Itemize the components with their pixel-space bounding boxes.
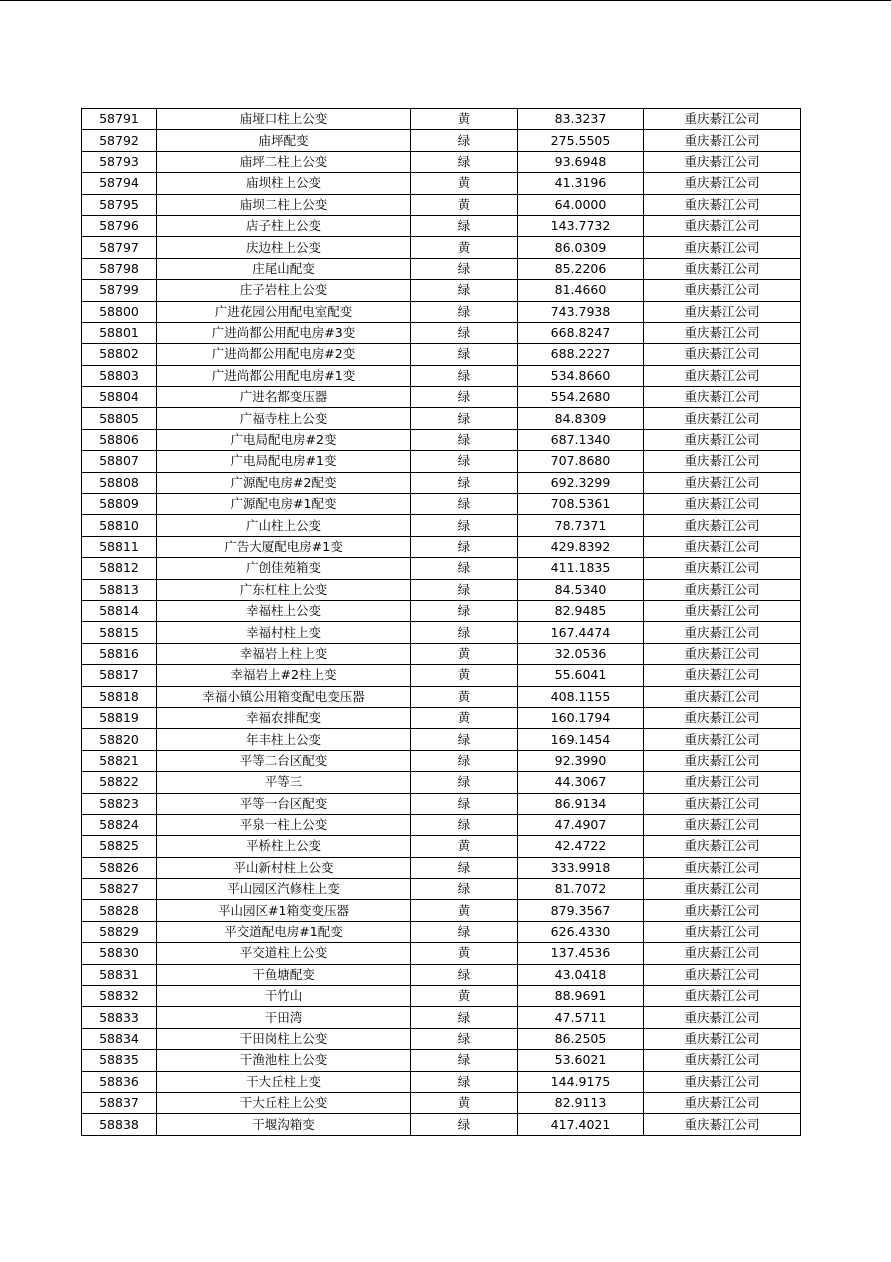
table-row bbox=[82, 665, 801, 686]
row-id-cell: 58801 bbox=[82, 322, 157, 343]
table-row bbox=[82, 986, 801, 1007]
value-cell: 534.8660 bbox=[518, 365, 644, 386]
table-row bbox=[82, 943, 801, 964]
row-id-cell: 58802 bbox=[82, 344, 157, 365]
row-id-cell: 58807 bbox=[82, 451, 157, 472]
page-top-border bbox=[0, 0, 892, 1]
transformer-name-cell: 年丰柱上公变 bbox=[157, 729, 411, 750]
status-cell: 绿 bbox=[411, 365, 518, 386]
table-row bbox=[82, 1071, 801, 1092]
value-cell: 92.3990 bbox=[518, 750, 644, 771]
value-cell: 692.3299 bbox=[518, 472, 644, 493]
company-cell: 重庆綦江公司 bbox=[644, 622, 801, 643]
value-cell: 53.6021 bbox=[518, 1050, 644, 1071]
value-cell: 88.9691 bbox=[518, 986, 644, 1007]
row-id-cell: 58793 bbox=[82, 151, 157, 172]
value-cell: 47.5711 bbox=[518, 1007, 644, 1028]
row-id-cell: 58828 bbox=[82, 900, 157, 921]
company-cell: 重庆綦江公司 bbox=[644, 109, 801, 130]
company-cell: 重庆綦江公司 bbox=[644, 750, 801, 771]
transformer-name-cell: 平泉一柱上公变 bbox=[157, 814, 411, 835]
value-cell: 160.1794 bbox=[518, 707, 644, 728]
transformer-name-cell: 庙坝柱上公变 bbox=[157, 173, 411, 194]
status-cell: 绿 bbox=[411, 494, 518, 515]
row-id-cell: 58797 bbox=[82, 237, 157, 258]
status-cell: 绿 bbox=[411, 1071, 518, 1092]
company-cell: 重庆綦江公司 bbox=[644, 451, 801, 472]
status-cell: 绿 bbox=[411, 600, 518, 621]
value-cell: 143.7732 bbox=[518, 215, 644, 236]
transformer-name-cell: 幸福柱上公变 bbox=[157, 600, 411, 621]
company-cell: 重庆綦江公司 bbox=[644, 1050, 801, 1071]
row-id-cell: 58813 bbox=[82, 579, 157, 600]
table-row bbox=[82, 151, 801, 172]
company-cell: 重庆綦江公司 bbox=[644, 365, 801, 386]
table-row bbox=[82, 322, 801, 343]
status-cell: 绿 bbox=[411, 130, 518, 151]
transformer-name-cell: 庄尾山配变 bbox=[157, 258, 411, 279]
status-cell: 绿 bbox=[411, 280, 518, 301]
table-row bbox=[82, 429, 801, 450]
transformer-name-cell: 广源配电房#2配变 bbox=[157, 472, 411, 493]
transformer-name-cell: 广东杠柱上公变 bbox=[157, 579, 411, 600]
value-cell: 429.8392 bbox=[518, 536, 644, 557]
company-cell: 重庆綦江公司 bbox=[644, 258, 801, 279]
transformer-name-cell: 庙坪配变 bbox=[157, 130, 411, 151]
transformer-name-cell: 平交道配电房#1配变 bbox=[157, 921, 411, 942]
transformer-name-cell: 庙坪二柱上公变 bbox=[157, 151, 411, 172]
row-id-cell: 58834 bbox=[82, 1028, 157, 1049]
status-cell: 黄 bbox=[411, 1092, 518, 1113]
table-row bbox=[82, 344, 801, 365]
row-id-cell: 58805 bbox=[82, 408, 157, 429]
status-cell: 黄 bbox=[411, 836, 518, 857]
status-cell: 黄 bbox=[411, 237, 518, 258]
company-cell: 重庆綦江公司 bbox=[644, 536, 801, 557]
company-cell: 重庆綦江公司 bbox=[644, 686, 801, 707]
company-cell: 重庆綦江公司 bbox=[644, 836, 801, 857]
transformer-name-cell: 幸福村柱上变 bbox=[157, 622, 411, 643]
value-cell: 85.2206 bbox=[518, 258, 644, 279]
value-cell: 84.5340 bbox=[518, 579, 644, 600]
status-cell: 绿 bbox=[411, 408, 518, 429]
status-cell: 绿 bbox=[411, 344, 518, 365]
status-cell: 黄 bbox=[411, 986, 518, 1007]
status-cell: 绿 bbox=[411, 814, 518, 835]
row-id-cell: 58804 bbox=[82, 387, 157, 408]
table-row bbox=[82, 258, 801, 279]
table-row bbox=[82, 109, 801, 130]
company-cell: 重庆綦江公司 bbox=[644, 772, 801, 793]
status-cell: 黄 bbox=[411, 109, 518, 130]
status-cell: 绿 bbox=[411, 429, 518, 450]
value-cell: 44.3067 bbox=[518, 772, 644, 793]
value-cell: 137.4536 bbox=[518, 943, 644, 964]
row-id-cell: 58795 bbox=[82, 194, 157, 215]
value-cell: 43.0418 bbox=[518, 964, 644, 985]
status-cell: 黄 bbox=[411, 943, 518, 964]
row-id-cell: 58800 bbox=[82, 301, 157, 322]
transformer-name-cell: 广山柱上公变 bbox=[157, 515, 411, 536]
table-row bbox=[82, 836, 801, 857]
table-row bbox=[82, 622, 801, 643]
status-cell: 绿 bbox=[411, 472, 518, 493]
transformer-name-cell: 广福寺柱上公变 bbox=[157, 408, 411, 429]
table-row bbox=[82, 494, 801, 515]
row-id-cell: 58827 bbox=[82, 879, 157, 900]
value-cell: 86.0309 bbox=[518, 237, 644, 258]
transformer-name-cell: 庙垭口柱上公变 bbox=[157, 109, 411, 130]
status-cell: 绿 bbox=[411, 857, 518, 878]
company-cell: 重庆綦江公司 bbox=[644, 814, 801, 835]
transformer-name-cell: 广电局配电房#2变 bbox=[157, 429, 411, 450]
status-cell: 绿 bbox=[411, 1007, 518, 1028]
transformer-name-cell: 平等三 bbox=[157, 772, 411, 793]
status-cell: 绿 bbox=[411, 879, 518, 900]
value-cell: 78.7371 bbox=[518, 515, 644, 536]
transformer-name-cell: 幸福小镇公用箱变配电变压器 bbox=[157, 686, 411, 707]
table-row bbox=[82, 729, 801, 750]
table-row bbox=[82, 964, 801, 985]
transformer-name-cell: 干田湾 bbox=[157, 1007, 411, 1028]
value-cell: 275.5505 bbox=[518, 130, 644, 151]
status-cell: 绿 bbox=[411, 451, 518, 472]
value-cell: 32.0536 bbox=[518, 643, 644, 664]
value-cell: 86.2505 bbox=[518, 1028, 644, 1049]
value-cell: 167.4474 bbox=[518, 622, 644, 643]
row-id-cell: 58831 bbox=[82, 964, 157, 985]
row-id-cell: 58822 bbox=[82, 772, 157, 793]
value-cell: 42.4722 bbox=[518, 836, 644, 857]
transformer-name-cell: 广告大厦配电房#1变 bbox=[157, 536, 411, 557]
transformer-name-cell: 平等二台区配变 bbox=[157, 750, 411, 771]
status-cell: 绿 bbox=[411, 387, 518, 408]
row-id-cell: 58814 bbox=[82, 600, 157, 621]
transformer-name-cell: 广进尚都公用配电房#1变 bbox=[157, 365, 411, 386]
value-cell: 408.1155 bbox=[518, 686, 644, 707]
value-cell: 64.0000 bbox=[518, 194, 644, 215]
row-id-cell: 58809 bbox=[82, 494, 157, 515]
row-id-cell: 58794 bbox=[82, 173, 157, 194]
table-row bbox=[82, 1114, 801, 1135]
status-cell: 绿 bbox=[411, 772, 518, 793]
value-cell: 333.9918 bbox=[518, 857, 644, 878]
status-cell: 绿 bbox=[411, 258, 518, 279]
company-cell: 重庆綦江公司 bbox=[644, 943, 801, 964]
table-row bbox=[82, 408, 801, 429]
row-id-cell: 58799 bbox=[82, 280, 157, 301]
value-cell: 93.6948 bbox=[518, 151, 644, 172]
row-id-cell: 58826 bbox=[82, 857, 157, 878]
status-cell: 黄 bbox=[411, 665, 518, 686]
status-cell: 黄 bbox=[411, 194, 518, 215]
value-cell: 417.4021 bbox=[518, 1114, 644, 1135]
row-id-cell: 58811 bbox=[82, 536, 157, 557]
company-cell: 重庆綦江公司 bbox=[644, 921, 801, 942]
status-cell: 绿 bbox=[411, 622, 518, 643]
row-id-cell: 58823 bbox=[82, 793, 157, 814]
transformer-name-cell: 广创佳苑箱变 bbox=[157, 558, 411, 579]
transformer-name-cell: 广进名都变压器 bbox=[157, 387, 411, 408]
company-cell: 重庆綦江公司 bbox=[644, 472, 801, 493]
table-row bbox=[82, 579, 801, 600]
transformer-name-cell: 广电局配电房#1变 bbox=[157, 451, 411, 472]
value-cell: 83.3237 bbox=[518, 109, 644, 130]
company-cell: 重庆綦江公司 bbox=[644, 215, 801, 236]
table-row bbox=[82, 1050, 801, 1071]
table-row bbox=[82, 130, 801, 151]
company-cell: 重庆綦江公司 bbox=[644, 900, 801, 921]
value-cell: 879.3567 bbox=[518, 900, 644, 921]
value-cell: 411.1835 bbox=[518, 558, 644, 579]
transformer-name-cell: 平等一台区配变 bbox=[157, 793, 411, 814]
status-cell: 绿 bbox=[411, 515, 518, 536]
table-row bbox=[82, 900, 801, 921]
row-id-cell: 58832 bbox=[82, 986, 157, 1007]
row-id-cell: 58838 bbox=[82, 1114, 157, 1135]
table-row bbox=[82, 857, 801, 878]
table-row bbox=[82, 280, 801, 301]
status-cell: 绿 bbox=[411, 1114, 518, 1135]
table-row bbox=[82, 1028, 801, 1049]
company-cell: 重庆綦江公司 bbox=[644, 494, 801, 515]
table-row bbox=[82, 515, 801, 536]
value-cell: 47.4907 bbox=[518, 814, 644, 835]
value-cell: 84.8309 bbox=[518, 408, 644, 429]
company-cell: 重庆綦江公司 bbox=[644, 1028, 801, 1049]
row-id-cell: 58792 bbox=[82, 130, 157, 151]
transformer-name-cell: 干大丘柱上公变 bbox=[157, 1092, 411, 1113]
value-cell: 82.9113 bbox=[518, 1092, 644, 1113]
transformer-name-cell: 庙坝二柱上公变 bbox=[157, 194, 411, 215]
status-cell: 绿 bbox=[411, 536, 518, 557]
table-row bbox=[82, 1007, 801, 1028]
row-id-cell: 58836 bbox=[82, 1071, 157, 1092]
company-cell: 重庆綦江公司 bbox=[644, 429, 801, 450]
value-cell: 81.4660 bbox=[518, 280, 644, 301]
table-row bbox=[82, 643, 801, 664]
transformer-name-cell: 平山园区#1箱变变压器 bbox=[157, 900, 411, 921]
transformer-name-cell: 干渔池柱上公变 bbox=[157, 1050, 411, 1071]
table-row bbox=[82, 1092, 801, 1113]
row-id-cell: 58810 bbox=[82, 515, 157, 536]
transformer-name-cell: 广进尚都公用配电房#3变 bbox=[157, 322, 411, 343]
status-cell: 绿 bbox=[411, 729, 518, 750]
company-cell: 重庆綦江公司 bbox=[644, 387, 801, 408]
value-cell: 41.3196 bbox=[518, 173, 644, 194]
table-row bbox=[82, 194, 801, 215]
value-cell: 144.9175 bbox=[518, 1071, 644, 1092]
status-cell: 黄 bbox=[411, 686, 518, 707]
value-cell: 554.2680 bbox=[518, 387, 644, 408]
row-id-cell: 58812 bbox=[82, 558, 157, 579]
row-id-cell: 58818 bbox=[82, 686, 157, 707]
table-row bbox=[82, 879, 801, 900]
table-body bbox=[82, 109, 801, 1136]
company-cell: 重庆綦江公司 bbox=[644, 151, 801, 172]
company-cell: 重庆綦江公司 bbox=[644, 280, 801, 301]
table-row bbox=[82, 301, 801, 322]
row-id-cell: 58796 bbox=[82, 215, 157, 236]
transformer-name-cell: 幸福岩上柱上变 bbox=[157, 643, 411, 664]
status-cell: 绿 bbox=[411, 793, 518, 814]
row-id-cell: 58808 bbox=[82, 472, 157, 493]
company-cell: 重庆綦江公司 bbox=[644, 1007, 801, 1028]
row-id-cell: 58817 bbox=[82, 665, 157, 686]
company-cell: 重庆綦江公司 bbox=[644, 707, 801, 728]
status-cell: 绿 bbox=[411, 322, 518, 343]
transformer-name-cell: 干竹山 bbox=[157, 986, 411, 1007]
table-row bbox=[82, 451, 801, 472]
company-cell: 重庆綦江公司 bbox=[644, 964, 801, 985]
company-cell: 重庆綦江公司 bbox=[644, 515, 801, 536]
transformer-name-cell: 平山新村柱上公变 bbox=[157, 857, 411, 878]
status-cell: 绿 bbox=[411, 1050, 518, 1071]
company-cell: 重庆綦江公司 bbox=[644, 729, 801, 750]
status-cell: 绿 bbox=[411, 750, 518, 771]
company-cell: 重庆綦江公司 bbox=[644, 558, 801, 579]
company-cell: 重庆綦江公司 bbox=[644, 322, 801, 343]
row-id-cell: 58819 bbox=[82, 707, 157, 728]
table-row bbox=[82, 686, 801, 707]
value-cell: 86.9134 bbox=[518, 793, 644, 814]
value-cell: 626.4330 bbox=[518, 921, 644, 942]
row-id-cell: 58825 bbox=[82, 836, 157, 857]
transformer-name-cell: 店子柱上公变 bbox=[157, 215, 411, 236]
table-row bbox=[82, 215, 801, 236]
status-cell: 绿 bbox=[411, 558, 518, 579]
value-cell: 55.6041 bbox=[518, 665, 644, 686]
status-cell: 黄 bbox=[411, 900, 518, 921]
value-cell: 668.8247 bbox=[518, 322, 644, 343]
status-cell: 绿 bbox=[411, 1028, 518, 1049]
transformer-name-cell: 干堰沟箱变 bbox=[157, 1114, 411, 1135]
table-row bbox=[82, 600, 801, 621]
table-row bbox=[82, 173, 801, 194]
transformer-name-cell: 广进尚都公用配电房#2变 bbox=[157, 344, 411, 365]
company-cell: 重庆綦江公司 bbox=[644, 194, 801, 215]
company-cell: 重庆綦江公司 bbox=[644, 130, 801, 151]
transformer-name-cell: 干鱼塘配变 bbox=[157, 964, 411, 985]
status-cell: 黄 bbox=[411, 643, 518, 664]
table-row bbox=[82, 472, 801, 493]
table-row bbox=[82, 814, 801, 835]
row-id-cell: 58829 bbox=[82, 921, 157, 942]
transformer-name-cell: 平桥柱上公变 bbox=[157, 836, 411, 857]
transformer-name-cell: 干大丘柱上变 bbox=[157, 1071, 411, 1092]
value-cell: 81.7072 bbox=[518, 879, 644, 900]
status-cell: 绿 bbox=[411, 301, 518, 322]
status-cell: 黄 bbox=[411, 707, 518, 728]
table-row bbox=[82, 536, 801, 557]
transformer-name-cell: 广源配电房#1配变 bbox=[157, 494, 411, 515]
transformer-name-cell: 庄子岩柱上公变 bbox=[157, 280, 411, 301]
transformer-name-cell: 广进花园公用配电室配变 bbox=[157, 301, 411, 322]
transformer-name-cell: 幸福农排配变 bbox=[157, 707, 411, 728]
value-cell: 169.1454 bbox=[518, 729, 644, 750]
row-id-cell: 58835 bbox=[82, 1050, 157, 1071]
company-cell: 重庆綦江公司 bbox=[644, 857, 801, 878]
value-cell: 688.2227 bbox=[518, 344, 644, 365]
status-cell: 绿 bbox=[411, 151, 518, 172]
value-cell: 687.1340 bbox=[518, 429, 644, 450]
table-row bbox=[82, 921, 801, 942]
status-cell: 黄 bbox=[411, 173, 518, 194]
transformer-name-cell: 平山园区汽修柱上变 bbox=[157, 879, 411, 900]
row-id-cell: 58806 bbox=[82, 429, 157, 450]
table-row bbox=[82, 793, 801, 814]
transformer-name-cell: 干田岗柱上公变 bbox=[157, 1028, 411, 1049]
table-row bbox=[82, 707, 801, 728]
row-id-cell: 58816 bbox=[82, 643, 157, 664]
row-id-cell: 58815 bbox=[82, 622, 157, 643]
company-cell: 重庆綦江公司 bbox=[644, 1071, 801, 1092]
table-row bbox=[82, 558, 801, 579]
value-cell: 743.7938 bbox=[518, 301, 644, 322]
status-cell: 绿 bbox=[411, 215, 518, 236]
company-cell: 重庆綦江公司 bbox=[644, 600, 801, 621]
value-cell: 82.9485 bbox=[518, 600, 644, 621]
transformer-table bbox=[81, 108, 801, 1136]
company-cell: 重庆綦江公司 bbox=[644, 643, 801, 664]
status-cell: 绿 bbox=[411, 964, 518, 985]
company-cell: 重庆綦江公司 bbox=[644, 793, 801, 814]
row-id-cell: 58824 bbox=[82, 814, 157, 835]
table-row bbox=[82, 365, 801, 386]
company-cell: 重庆綦江公司 bbox=[644, 879, 801, 900]
transformer-name-cell: 幸福岩上#2柱上变 bbox=[157, 665, 411, 686]
company-cell: 重庆綦江公司 bbox=[644, 173, 801, 194]
company-cell: 重庆綦江公司 bbox=[644, 1114, 801, 1135]
value-cell: 707.8680 bbox=[518, 451, 644, 472]
row-id-cell: 58830 bbox=[82, 943, 157, 964]
row-id-cell: 58821 bbox=[82, 750, 157, 771]
transformer-name-cell: 平交道柱上公变 bbox=[157, 943, 411, 964]
company-cell: 重庆綦江公司 bbox=[644, 665, 801, 686]
row-id-cell: 58791 bbox=[82, 109, 157, 130]
company-cell: 重庆綦江公司 bbox=[644, 986, 801, 1007]
company-cell: 重庆綦江公司 bbox=[644, 344, 801, 365]
transformer-name-cell: 庆边柱上公变 bbox=[157, 237, 411, 258]
row-id-cell: 58837 bbox=[82, 1092, 157, 1113]
company-cell: 重庆綦江公司 bbox=[644, 1092, 801, 1113]
row-id-cell: 58833 bbox=[82, 1007, 157, 1028]
status-cell: 绿 bbox=[411, 579, 518, 600]
table-row bbox=[82, 772, 801, 793]
table-row bbox=[82, 237, 801, 258]
table-row bbox=[82, 750, 801, 771]
value-cell: 708.5361 bbox=[518, 494, 644, 515]
status-cell: 绿 bbox=[411, 921, 518, 942]
row-id-cell: 58820 bbox=[82, 729, 157, 750]
row-id-cell: 58798 bbox=[82, 258, 157, 279]
company-cell: 重庆綦江公司 bbox=[644, 579, 801, 600]
table-row bbox=[82, 387, 801, 408]
company-cell: 重庆綦江公司 bbox=[644, 301, 801, 322]
row-id-cell: 58803 bbox=[82, 365, 157, 386]
company-cell: 重庆綦江公司 bbox=[644, 237, 801, 258]
company-cell: 重庆綦江公司 bbox=[644, 408, 801, 429]
